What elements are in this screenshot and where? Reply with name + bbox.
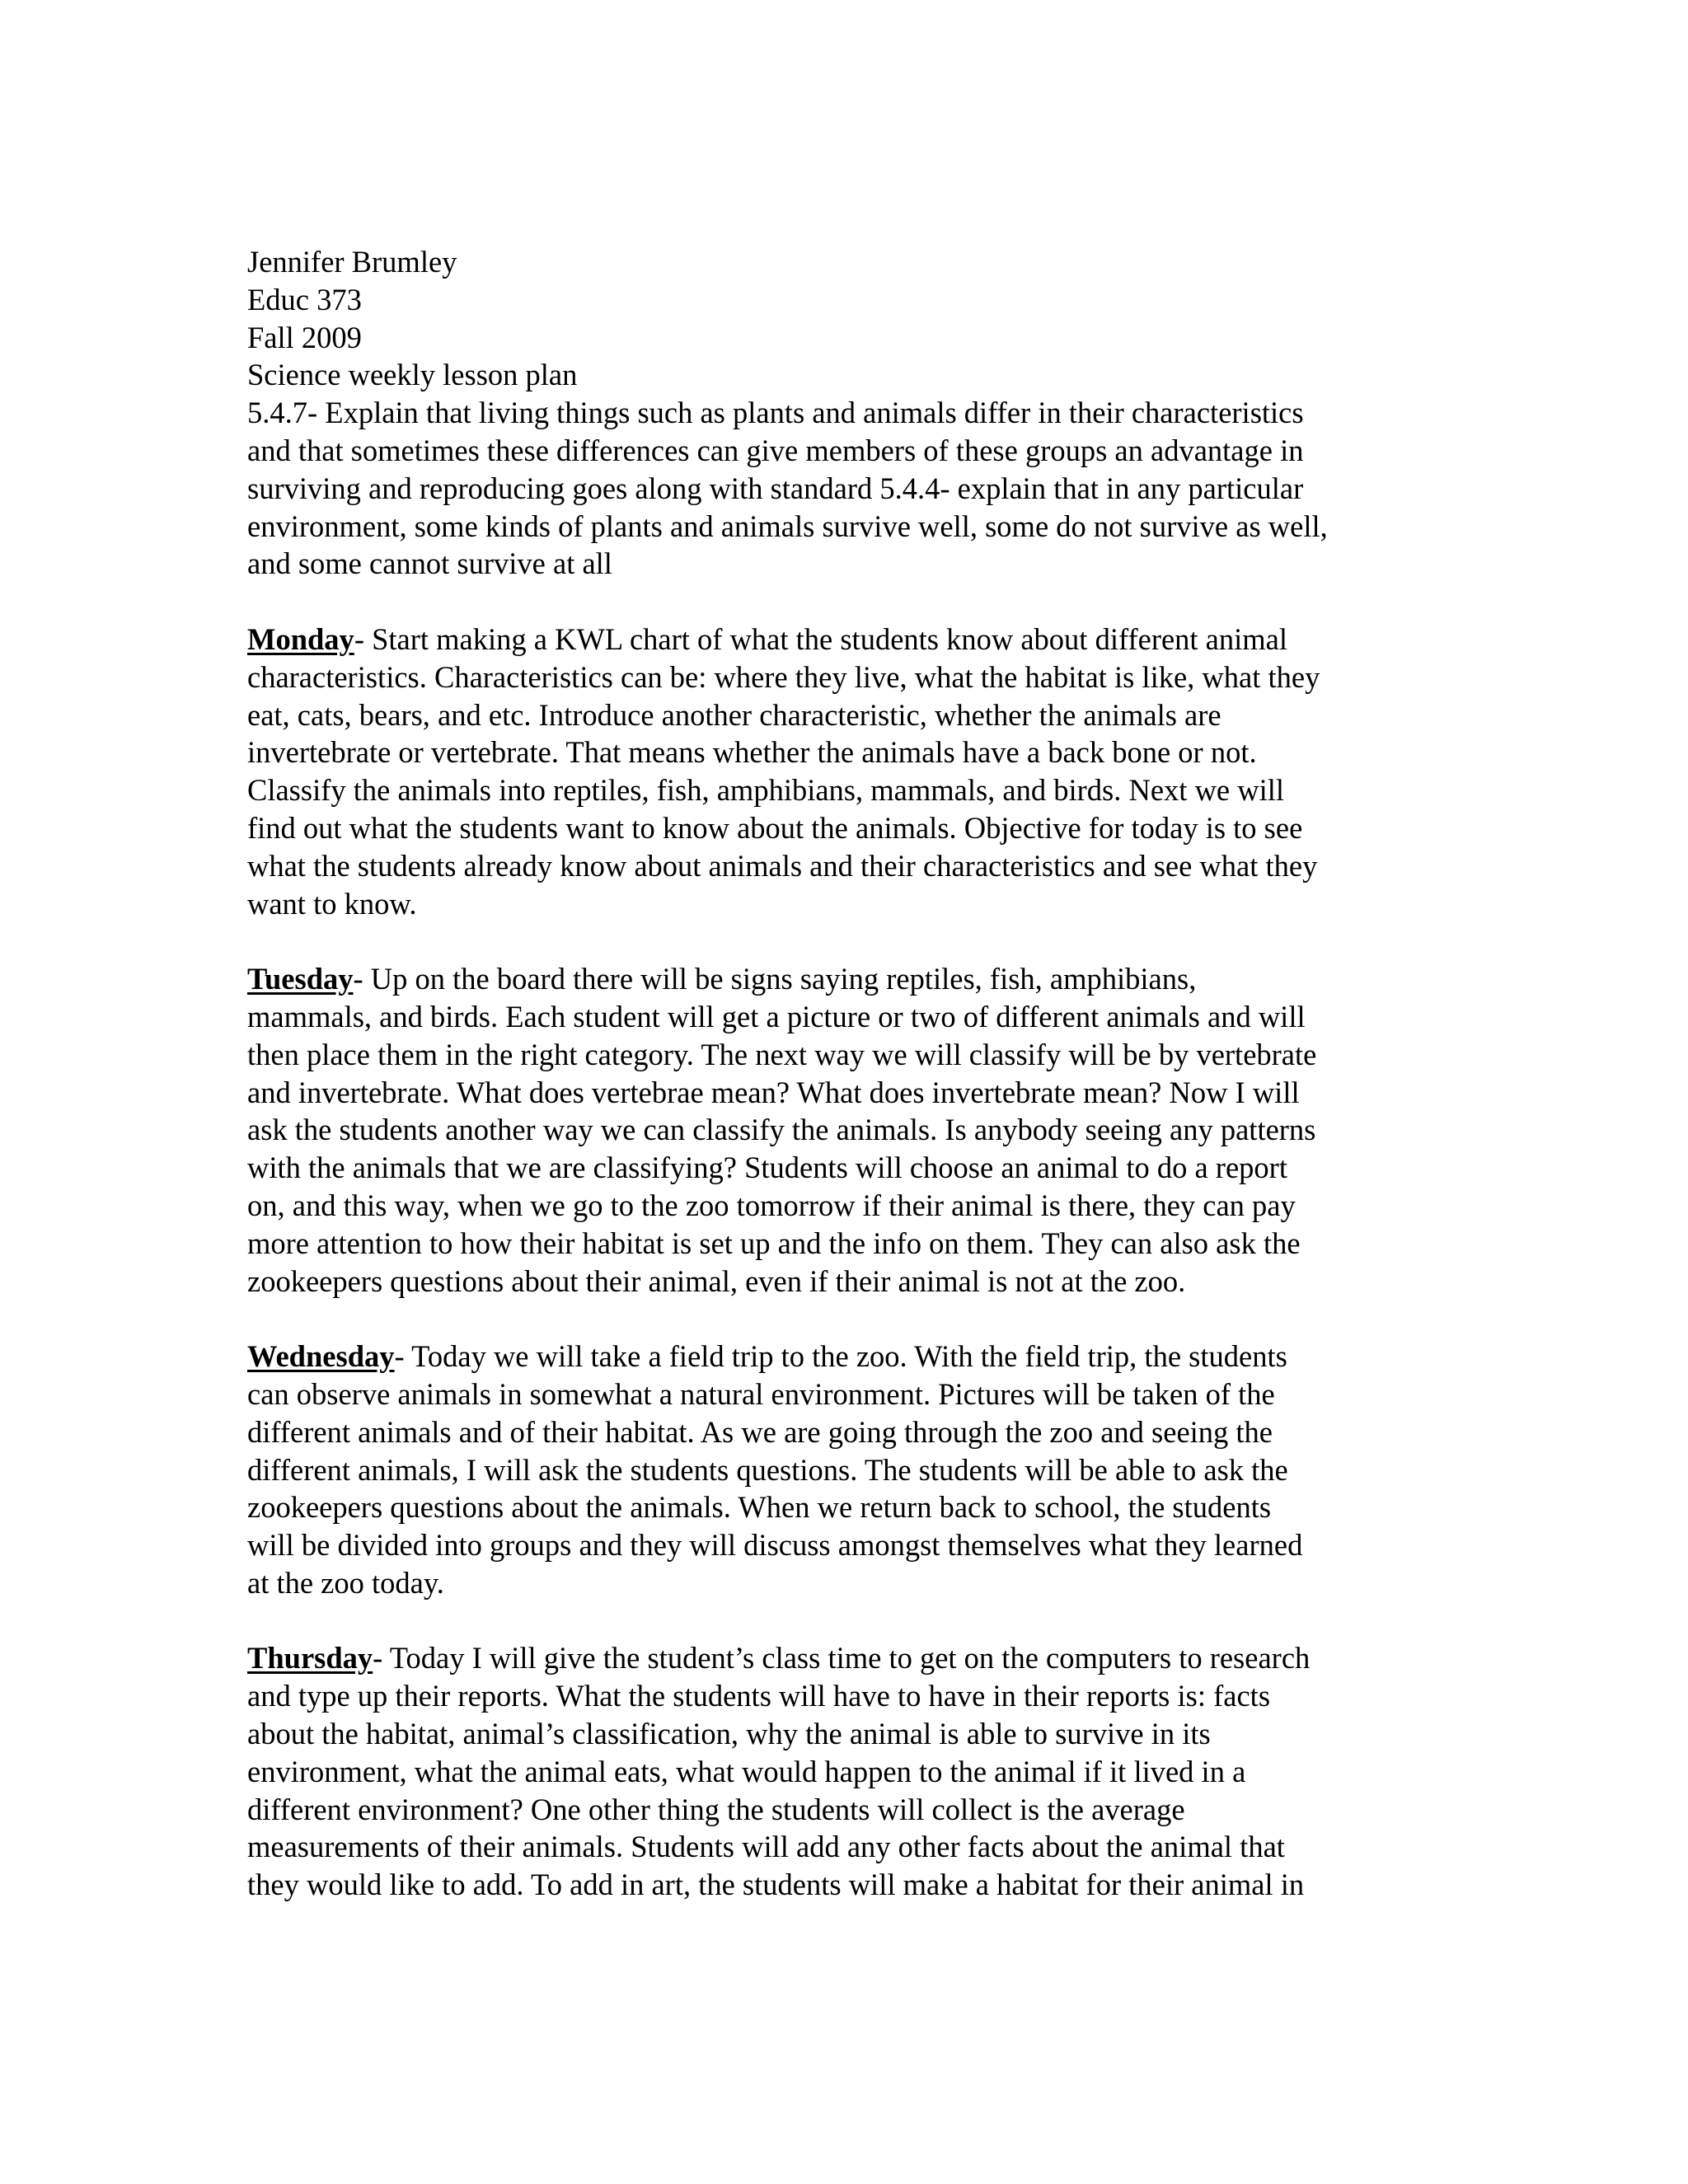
thursday-line: different environment? One other thing the students will collect is the average [247,1792,1185,1826]
term: Fall 2009 [247,320,362,354]
thursday-line: about the habitat, animal’s classification, why the animal is able to survive in its [247,1717,1211,1751]
tuesday-intro-text: - Up on the board there will be signs saying reptiles, fish, amphibians, [353,962,1197,996]
monday-line: find out what the students want to know about the animals. Objective for today is to see [247,810,1303,845]
thursday-line: environment, what the animal eats, what would happen to the animal if it lived in a [247,1754,1246,1788]
monday-line: characteristics. Characteristics can be: where they live, what the habitat is like, what they [247,659,1320,694]
monday-heading: Monday [247,621,354,656]
wednesday-paragraph [247,1338,1451,1602]
wednesday-line: at the zoo today. [247,1565,444,1600]
thursday-line: and type up their reports. What the students will have to have in their reports is: facts [247,1679,1271,1713]
wednesday-line: will be divided into groups and they will discuss amongst themselves what they learned [247,1528,1303,1563]
tuesday-line: zookeepers questions about their animal, even if their animal is not at the zoo. [247,1263,1186,1298]
wednesday-line: different animals and of their habitat. As we are going through the zoo and seeing the [247,1414,1273,1449]
thursday-intro-text: - Today I will give the student’s class time to get on the computers to research [373,1641,1311,1675]
monday-line: invertebrate or vertebrate. That means whether the animals have a back bone or not. [247,735,1257,770]
tuesday-first-line [247,960,1451,998]
wednesday-heading: Wednesday [247,1339,395,1374]
wednesday-intro-text: - Today we will take a field trip to the zoo. With the field trip, the students [394,1339,1287,1374]
tuesday-line: mammals, and birds. Each student will get a picture or two of different animals and will [247,999,1306,1033]
standard-paragraph [247,394,1451,583]
wednesday-line: can observe animals in somewhat a natural environment. Pictures will be taken of the [247,1376,1275,1411]
wednesday-line: zookeepers questions about the animals. When we return back to school, the students [247,1490,1272,1525]
thursday-line: measurements of their animals. Students will add any other facts about the animal that [247,1830,1285,1864]
thursday-first-line [247,1639,1451,1677]
tuesday-line: more attention to how their habitat is set up and the info on them. They can also ask the [247,1226,1301,1260]
tuesday-heading: Tuesday [247,962,354,996]
standard-line: and some cannot survive at all [247,546,612,581]
monday-line: want to know. [247,886,417,921]
tuesday-line: then place them in the right category. The next way we will classify will be by vertebrate [247,1037,1317,1071]
standard-line: environment, some kinds of plants and animals survive well, some do not survive as well, [247,509,1328,543]
wednesday-line: different animals, I will ask the students questions. The students will be able to ask the [247,1452,1288,1487]
thursday-heading: Thursday [247,1641,373,1675]
document-title: Science weekly lesson plan [247,358,578,392]
document-body [247,243,1451,1904]
monday-line: eat, cats, bears, and etc. Introduce another characteristic, whether the animals are [247,697,1221,732]
monday-paragraph [247,621,1451,922]
course-code: Educ 373 [247,282,362,316]
monday-intro-text: - Start making a KWL chart of what the students know about different animal [354,621,1288,656]
tuesday-paragraph [247,960,1451,1300]
thursday-paragraph [247,1639,1451,1904]
standard-line: and that sometimes these differences can give members of these groups an advantage in [247,433,1304,467]
tuesday-line: ask the students another way we can classify the animals. Is anybody seeing any patterns [247,1113,1316,1147]
monday-line: Classify the animals into reptiles, fish, amphibians, mammals, and birds. Next we will [247,773,1285,808]
wednesday-first-line [247,1338,1451,1376]
standard-line: surviving and reproducing goes along with standard 5.4.4- explain that in any particular [247,471,1304,505]
monday-line: what the students already know about animals and their characteristics and see what they [247,848,1318,883]
tuesday-line: with the animals that we are classifying? Students will choose an animal to do a report [247,1151,1287,1185]
standard-line: 5.4.7- Explain that living things such as plants and animals differ in their characteristics [247,396,1304,430]
tuesday-line: on, and this way, when we go to the zoo tomorrow if their animal is there, they can pay [247,1188,1296,1222]
monday-first-line [247,621,1451,658]
tuesday-line: and invertebrate. What does vertebrae mean? What does invertebrate mean? Now I will [247,1075,1300,1109]
thursday-line: they would like to add. To add in art, the students will make a habitat for their animal in [247,1868,1305,1902]
author-name: Jennifer Brumley [247,245,457,279]
